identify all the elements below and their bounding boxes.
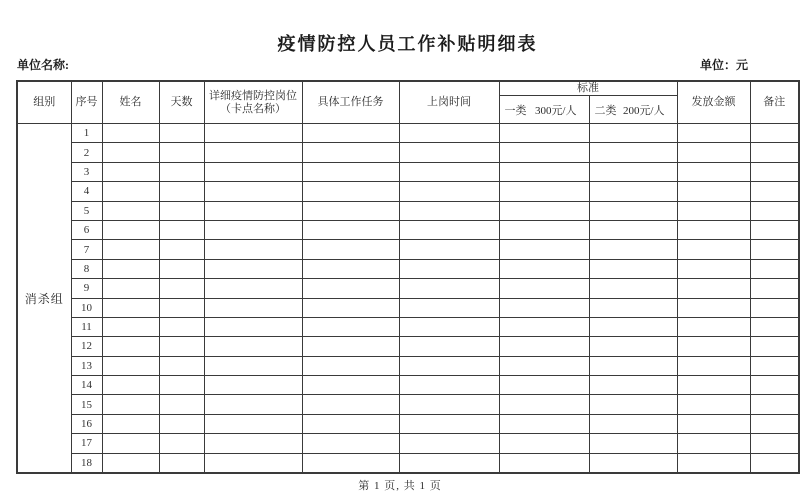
- empty-cell: [589, 124, 677, 143]
- empty-cell: [204, 201, 302, 220]
- empty-cell: [302, 182, 399, 201]
- empty-cell: [399, 201, 499, 220]
- empty-cell: [750, 201, 799, 220]
- empty-cell: [102, 182, 159, 201]
- empty-cell: [102, 376, 159, 395]
- empty-cell: [589, 279, 677, 298]
- unit-name-label: 单位名称:: [17, 58, 69, 72]
- empty-cell: [677, 143, 750, 162]
- empty-cell: [204, 279, 302, 298]
- table-row: [17, 124, 799, 143]
- empty-cell: [499, 259, 589, 278]
- empty-cell: [204, 356, 302, 375]
- empty-cell: [399, 337, 499, 356]
- empty-cell: [399, 240, 499, 259]
- empty-cell: [399, 434, 499, 453]
- header-class2: [589, 96, 677, 124]
- row-number-cell: 10: [71, 298, 102, 317]
- empty-cell: [159, 395, 204, 414]
- row-number-cell: 5: [71, 201, 102, 220]
- empty-cell: [204, 298, 302, 317]
- row-number-cell: 1: [71, 124, 102, 143]
- empty-cell: [750, 143, 799, 162]
- empty-cell: [589, 143, 677, 162]
- empty-cell: [677, 162, 750, 181]
- header-name: 姓名: [102, 81, 159, 124]
- empty-cell: [589, 414, 677, 433]
- empty-cell: [750, 414, 799, 433]
- table-row: [17, 317, 799, 336]
- empty-cell: [399, 279, 499, 298]
- header-amount: 发放金额: [677, 81, 750, 124]
- empty-cell: [302, 395, 399, 414]
- empty-cell: [499, 201, 589, 220]
- empty-cell: [499, 240, 589, 259]
- header-class1-label: 一类: [504, 104, 527, 117]
- empty-cell: [302, 279, 399, 298]
- empty-cell: [750, 162, 799, 181]
- empty-cell: [302, 298, 399, 317]
- empty-cell: [499, 317, 589, 336]
- empty-cell: [204, 317, 302, 336]
- empty-cell: [677, 395, 750, 414]
- empty-cell: [677, 124, 750, 143]
- empty-cell: [589, 259, 677, 278]
- empty-cell: [204, 143, 302, 162]
- empty-cell: [499, 337, 589, 356]
- empty-cell: [750, 376, 799, 395]
- empty-cell: [102, 162, 159, 181]
- row-number-cell: 14: [71, 376, 102, 395]
- empty-cell: [302, 356, 399, 375]
- empty-cell: [589, 201, 677, 220]
- empty-cell: [102, 298, 159, 317]
- row-number-cell: 15: [71, 395, 102, 414]
- empty-cell: [499, 124, 589, 143]
- empty-cell: [499, 434, 589, 453]
- row-number-cell: 17: [71, 434, 102, 453]
- header-days: 天数: [159, 81, 204, 124]
- header-row-1: [17, 81, 799, 96]
- empty-cell: [677, 201, 750, 220]
- empty-cell: [159, 376, 204, 395]
- empty-cell: [677, 337, 750, 356]
- empty-cell: [102, 356, 159, 375]
- empty-cell: [399, 356, 499, 375]
- empty-cell: [399, 317, 499, 336]
- empty-cell: [750, 434, 799, 453]
- empty-cell: [302, 220, 399, 239]
- table-row: [17, 434, 799, 453]
- table-row: [17, 414, 799, 433]
- header-group: 组别: [17, 81, 71, 124]
- empty-cell: [159, 162, 204, 181]
- empty-cell: [750, 298, 799, 317]
- empty-cell: [204, 124, 302, 143]
- table-row: [17, 143, 799, 162]
- empty-cell: [302, 434, 399, 453]
- header-class1-value: 300元/人: [534, 104, 577, 117]
- empty-cell: [204, 414, 302, 433]
- row-number-cell: 16: [71, 414, 102, 433]
- empty-cell: [750, 337, 799, 356]
- empty-cell: [159, 317, 204, 336]
- page-title: 疫情防控人员工作补贴明细表: [277, 34, 538, 54]
- empty-cell: [589, 317, 677, 336]
- empty-cell: [677, 298, 750, 317]
- empty-cell: [302, 240, 399, 259]
- header-time: 上岗时间: [399, 81, 499, 124]
- empty-cell: [302, 259, 399, 278]
- row-number-cell: 12: [71, 337, 102, 356]
- empty-cell: [677, 240, 750, 259]
- table-row: [17, 240, 799, 259]
- empty-cell: [159, 124, 204, 143]
- empty-cell: [499, 395, 589, 414]
- footer-page-info: 第 1 页, 共 1 页: [358, 480, 442, 492]
- empty-cell: [750, 356, 799, 375]
- empty-cell: [399, 143, 499, 162]
- empty-cell: [204, 240, 302, 259]
- empty-cell: [102, 337, 159, 356]
- empty-cell: [499, 453, 589, 473]
- empty-cell: [302, 143, 399, 162]
- header-remark: 备注: [750, 81, 799, 124]
- empty-cell: [499, 143, 589, 162]
- empty-cell: [399, 414, 499, 433]
- row-number-cell: 13: [71, 356, 102, 375]
- table-row: [17, 337, 799, 356]
- empty-cell: [102, 279, 159, 298]
- empty-cell: [302, 376, 399, 395]
- empty-cell: [102, 414, 159, 433]
- empty-cell: [102, 259, 159, 278]
- empty-cell: [102, 434, 159, 453]
- empty-cell: [204, 376, 302, 395]
- empty-cell: [677, 317, 750, 336]
- empty-cell: [204, 182, 302, 201]
- empty-cell: [499, 182, 589, 201]
- empty-cell: [204, 259, 302, 278]
- empty-cell: [750, 395, 799, 414]
- table-row: [17, 453, 799, 473]
- empty-cell: [159, 414, 204, 433]
- table-row: [17, 182, 799, 201]
- empty-cell: [399, 259, 499, 278]
- empty-cell: [589, 434, 677, 453]
- empty-cell: [302, 453, 399, 473]
- group-cell: 消杀组: [17, 124, 71, 474]
- empty-cell: [499, 356, 589, 375]
- table-row: [17, 279, 799, 298]
- empty-cell: [159, 298, 204, 317]
- empty-cell: [589, 298, 677, 317]
- empty-cell: [499, 279, 589, 298]
- empty-cell: [750, 220, 799, 239]
- empty-cell: [499, 376, 589, 395]
- empty-cell: [399, 298, 499, 317]
- header-class2-value: 200元/人: [622, 104, 665, 117]
- empty-cell: [399, 162, 499, 181]
- empty-cell: [589, 162, 677, 181]
- empty-cell: [589, 453, 677, 473]
- empty-cell: [589, 356, 677, 375]
- row-number-cell: 6: [71, 220, 102, 239]
- empty-cell: [677, 182, 750, 201]
- header-position-line1: 详细疫情防控岗位: [209, 90, 297, 103]
- empty-cell: [399, 395, 499, 414]
- empty-cell: [677, 453, 750, 473]
- empty-cell: [750, 240, 799, 259]
- empty-cell: [399, 220, 499, 239]
- empty-cell: [677, 259, 750, 278]
- empty-cell: [399, 376, 499, 395]
- empty-cell: [589, 395, 677, 414]
- empty-cell: [204, 220, 302, 239]
- empty-cell: [159, 356, 204, 375]
- table-row: [17, 395, 799, 414]
- empty-cell: [159, 220, 204, 239]
- meta-row: [17, 56, 748, 73]
- empty-cell: [159, 337, 204, 356]
- empty-cell: [302, 124, 399, 143]
- empty-cell: [499, 220, 589, 239]
- empty-cell: [589, 337, 677, 356]
- empty-cell: [159, 453, 204, 473]
- header-standard: 标准: [499, 81, 677, 96]
- empty-cell: [102, 317, 159, 336]
- table-row: [17, 201, 799, 220]
- empty-cell: [302, 317, 399, 336]
- empty-cell: [204, 337, 302, 356]
- empty-cell: [204, 453, 302, 473]
- empty-cell: [677, 220, 750, 239]
- empty-cell: [159, 240, 204, 259]
- table-row: [17, 220, 799, 239]
- row-number-cell: 9: [71, 279, 102, 298]
- table-row: [17, 162, 799, 181]
- empty-cell: [159, 434, 204, 453]
- empty-cell: [102, 395, 159, 414]
- empty-cell: [589, 240, 677, 259]
- empty-cell: [750, 182, 799, 201]
- empty-cell: [750, 453, 799, 473]
- empty-cell: [750, 124, 799, 143]
- empty-cell: [499, 162, 589, 181]
- empty-cell: [302, 162, 399, 181]
- empty-cell: [159, 279, 204, 298]
- row-number-cell: 3: [71, 162, 102, 181]
- empty-cell: [102, 124, 159, 143]
- empty-cell: [204, 162, 302, 181]
- empty-cell: [589, 182, 677, 201]
- row-number-cell: 4: [71, 182, 102, 201]
- header-task: 具体工作任务: [302, 81, 399, 124]
- row-number-cell: 18: [71, 453, 102, 473]
- empty-cell: [677, 376, 750, 395]
- subsidy-table: [16, 80, 800, 474]
- header-class1: [499, 96, 589, 124]
- empty-cell: [750, 279, 799, 298]
- table-row: [17, 376, 799, 395]
- row-number-cell: 11: [71, 317, 102, 336]
- empty-cell: [589, 376, 677, 395]
- empty-cell: [159, 143, 204, 162]
- empty-cell: [102, 143, 159, 162]
- empty-cell: [399, 124, 499, 143]
- table-row: [17, 259, 799, 278]
- row-number-cell: 2: [71, 143, 102, 162]
- empty-cell: [677, 414, 750, 433]
- empty-cell: [677, 356, 750, 375]
- empty-cell: [677, 434, 750, 453]
- empty-cell: [204, 434, 302, 453]
- empty-cell: [102, 453, 159, 473]
- table-row: [17, 298, 799, 317]
- header-class2-label: 二类: [594, 104, 617, 117]
- empty-cell: [159, 201, 204, 220]
- empty-cell: [499, 414, 589, 433]
- empty-cell: [302, 414, 399, 433]
- empty-cell: [159, 259, 204, 278]
- empty-cell: [750, 317, 799, 336]
- empty-cell: [399, 453, 499, 473]
- header-position: [204, 81, 302, 124]
- header-position-line2: （卡点名称）: [220, 102, 286, 115]
- empty-cell: [102, 201, 159, 220]
- unit-label: 单位：元: [699, 58, 748, 72]
- header-index: 序号: [71, 81, 102, 124]
- table-row: [17, 356, 799, 375]
- row-number-cell: 8: [71, 259, 102, 278]
- empty-cell: [589, 220, 677, 239]
- empty-cell: [102, 220, 159, 239]
- empty-cell: [677, 279, 750, 298]
- empty-cell: [499, 298, 589, 317]
- row-number-cell: 7: [71, 240, 102, 259]
- empty-cell: [204, 395, 302, 414]
- empty-cell: [302, 201, 399, 220]
- empty-cell: [302, 337, 399, 356]
- empty-cell: [102, 240, 159, 259]
- empty-cell: [159, 182, 204, 201]
- empty-cell: [750, 259, 799, 278]
- empty-cell: [399, 182, 499, 201]
